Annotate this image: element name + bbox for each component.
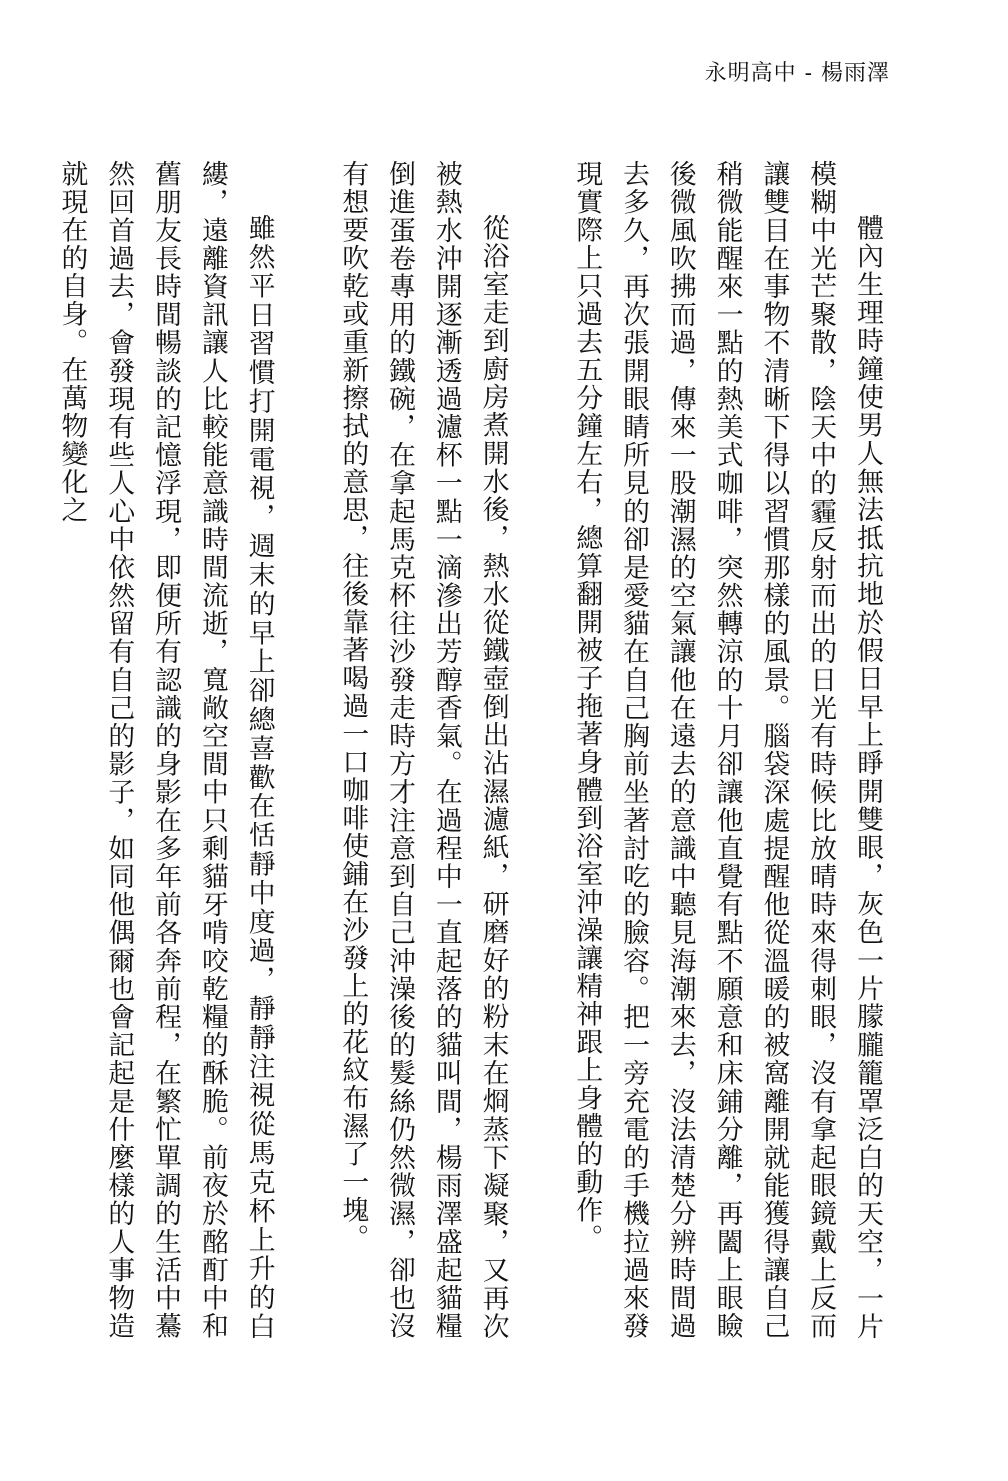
paragraph-1: 體內生理時鐘使男人無法抵抗地於假日早上睜開雙眼，灰色一片朦朧籠罩泛白的天空，一片模糊中光芒聚散，陰天中的霾反射而出的日光有時候比放晴時來得刺眼，沒有拿起眼鏡戴上反而讓雙目在事物不清晰下得以習慣那樣的風景。腦袋深處提醒他從溫暖的被窩離開就能獲得讓自己稍微能醒來一點的熱美式咖啡，突然轉涼的十月卻讓他直覺有點不願意和床鋪分離，再闔上眼瞼後微風吹拂而過，傳來一股潮濕的空氣讓他在遠去的意識中聽見海潮來去，沒法清楚分辨時間過去多久，再次張開眼睛所見的卻是愛貓在自己胸前坐著討吃的臉容。把一旁充電的手機拉過來發現實際上只過去五分鐘左右，總算翻開被子拖著身體到浴室沖澡讓精神跟上身體的動作。 <box>571 160 883 1340</box>
page-header: 永明高中 - 楊雨澤 <box>704 61 890 86</box>
vertical-text-body <box>48 160 890 1340</box>
paragraph-2: 從浴室走到廚房煮開水後，熱水從鐵壺倒出沾濕濾紙，研磨好的粉末在烱蒸下凝聚，又再次被熱水沖開逐漸透過濾杯一點一滴滲出芳醇香氣。在過程中一直起落的貓叫間，楊雨澤盛起貓糧倒進蛋卷專用的鐵碗，在拿起馬克杯往沙發走時方才注意到自己沖澡後的髮絲仍然微濕，卻也沒有想要吹乾或重新擦拭的意思，往後靠著喝過一口咖啡使鋪在沙發上的花紋布濕了一塊。 <box>337 160 509 1340</box>
paragraph-3: 雖然平日習慣打開電視，週末的早上卻總喜歡在恬靜中度過，靜靜注視從馬克杯上升的白縷，遠離資訊讓人比較能意識時間流逝，寬敞空間中只剩貓牙啃咬乾糧的酥脆。前夜於酩酊中和舊朋友長時間暢談的記憶浮現，即便所有認識的身影在多年前各奔前程，在繁忙單調的生活中驀然回首過去，會發現有些人心中依然留有自己的影子，如同他偶爾也會記起是什麼樣的人事物造就現在的自身。在萬物變化之 <box>56 160 275 1340</box>
